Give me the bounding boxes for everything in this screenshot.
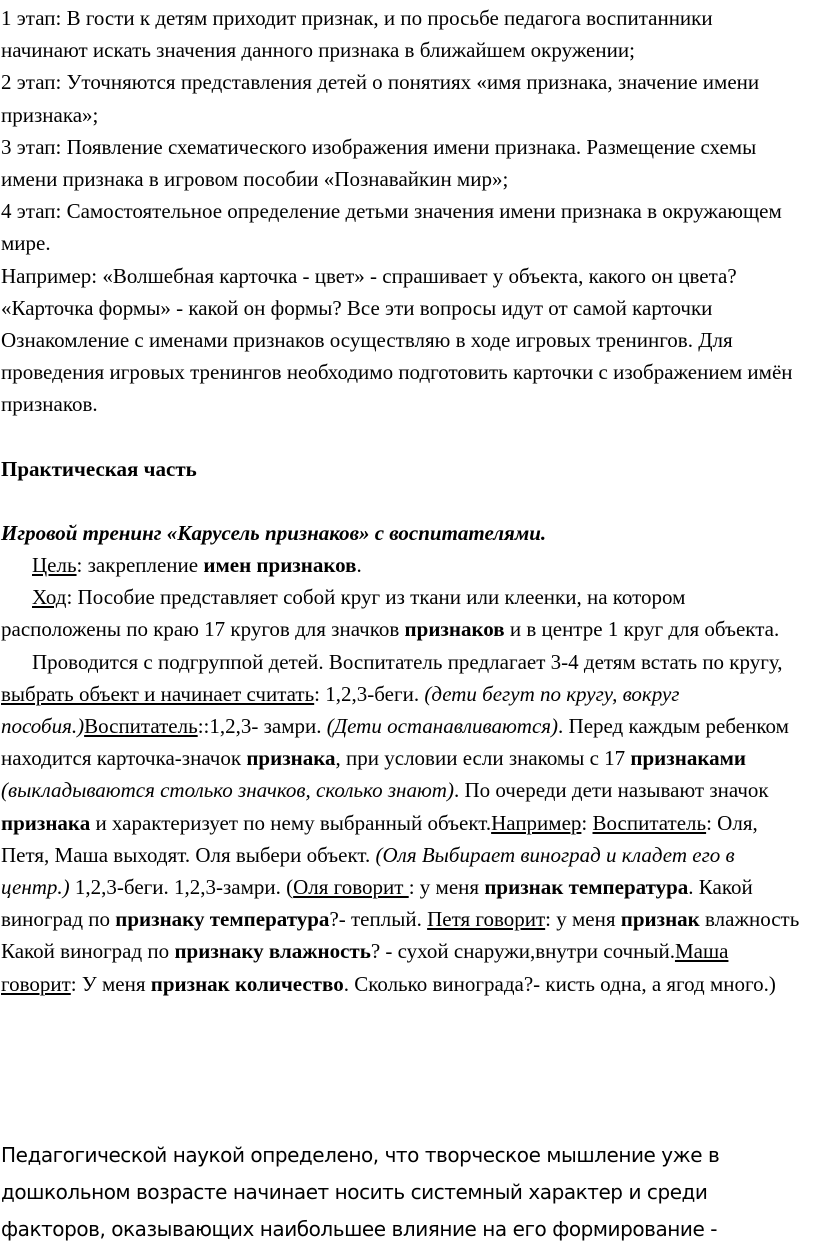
process-italic: (Дети останавливаются)	[326, 714, 559, 739]
process-text: :	[581, 810, 593, 835]
process-bold: признаку влажность	[174, 939, 371, 964]
process-paragraph	[0, 646, 809, 1000]
course-text-1: : Пособие представляет собой круг из ткани или клеенки, на котором расположены по краю 17 кругов для значков	[1, 585, 686, 642]
process-underline: Маша говорит	[1, 939, 729, 996]
process-text: : у меня	[408, 875, 485, 900]
process-text: . Перед каждым ребенком находится карточка-значок	[1, 714, 789, 771]
blank-line	[0, 485, 809, 517]
course-label: Ход	[32, 585, 67, 610]
process-text: . Какой виноград по	[1, 875, 753, 932]
document-body	[0, 2, 809, 1000]
process-bold: признак температура	[484, 875, 689, 900]
process-underline: Петя говорит	[427, 907, 546, 932]
process-text: , при условии если знакомы с 17	[335, 746, 631, 771]
process-text: : У меня	[70, 971, 151, 996]
process-underline: выбрать объект и начинает считать	[1, 681, 315, 706]
example-paragraph: Например: «Волшебная карточка - цвет» - спрашивает у объекта, какого он цвета? «Карточка формы» - какой он формы? Все эти вопросы идут от самой карточки	[1, 263, 737, 320]
process-text: : у меня	[545, 907, 621, 932]
process-text: : 1,2,3-беги.	[314, 681, 425, 706]
stage-2-paragraph: 2 этап: Уточняются представления детей о понятиях «имя признака, значение имени признака»;	[1, 70, 760, 127]
process-italic: (дети бегут по кругу, вокруг пособия.)	[1, 681, 680, 739]
goal-bold: имен признаков	[203, 553, 357, 578]
stage-3-paragraph: 3 этап: Появление схематического изображения имени признака. Размещение схемы имени признака в игровом пособии «Познавайкин мир»;	[1, 134, 757, 192]
process-bold: признаку температура	[115, 907, 330, 932]
trainings-paragraph: Ознакомление с именами признаков осуществляю в ходе игровых тренингов. Для проведения игровых тренингов необходимо подготовить карточки с изображением имён признаков.	[1, 328, 793, 417]
blank-line	[0, 421, 809, 453]
process-text: влажность Какой виноград по	[1, 907, 800, 964]
training-title: Игровой тренинг «Карусель признаков» с воспитателями.	[1, 520, 547, 545]
process-text: . Сколько винограда?- кисть одна, а ягод много.)	[343, 971, 776, 996]
process-text: ?- теплый.	[329, 907, 428, 932]
goal-end: .	[356, 553, 362, 578]
process-bold: признаками	[630, 746, 747, 771]
course-text-2: и в центре 1 круг для объекта.	[504, 617, 780, 642]
closing-paragraph: Педагогической наукой определено, что творческое мышление уже в дошкольном возрасте начинает носить системный характер и среди факторов, оказывающих наибольшее влияние на его формирование -	[1, 1143, 720, 1241]
process-bold: признака	[1, 810, 91, 835]
section-heading: Практическая часть	[1, 456, 197, 481]
process-text: и характеризует по нему выбранный объект.	[90, 810, 492, 835]
process-italic: (выкладываются столько значков, сколько знают)	[1, 778, 454, 803]
stage-4-paragraph: 4 этап: Самостоятельное определение детьми значения имени признака в окружающем мире.	[1, 199, 782, 256]
process-text: : Оля, Петя, Маша выходят. Оля выбери объект.	[1, 810, 758, 867]
process-underline: Воспитатель	[592, 810, 707, 835]
goal-paragraph	[0, 549, 809, 581]
process-underline: Воспитатель	[84, 714, 198, 739]
process-underline: Оля говорит	[293, 875, 409, 900]
process-bold: признак	[620, 907, 700, 932]
process-italic: (Оля Выбирает виноград и кладет его в центр.)	[1, 842, 735, 900]
process-text: 1,2,3-беги. 1,2,3-замри. (	[69, 875, 294, 900]
process-text: ? - сухой снаружи,внутри сочный.	[370, 939, 675, 964]
process-bold: признака	[246, 746, 336, 771]
process-text: ::1,2,3- замри.	[197, 714, 327, 739]
course-paragraph	[0, 581, 809, 645]
process-bold: признак количество	[150, 971, 344, 996]
process-text: . По очереди дети называют значок	[453, 778, 769, 803]
process-underline: Например	[491, 810, 582, 835]
course-bold-1: признаков	[404, 617, 505, 642]
closing-block	[0, 1137, 812, 1248]
process-text: Проводится с подгруппой детей. Воспитатель предлагает 3-4 детям встать по кругу,	[32, 649, 783, 674]
goal-text: : закрепление	[76, 553, 204, 578]
stage-1-paragraph: 1 этап: В гости к детям приходит признак, и по просьбе педагога воспитанники начинают искать значения данного признака в ближайшем окружении;	[1, 6, 713, 63]
goal-label: Цель	[32, 553, 77, 578]
